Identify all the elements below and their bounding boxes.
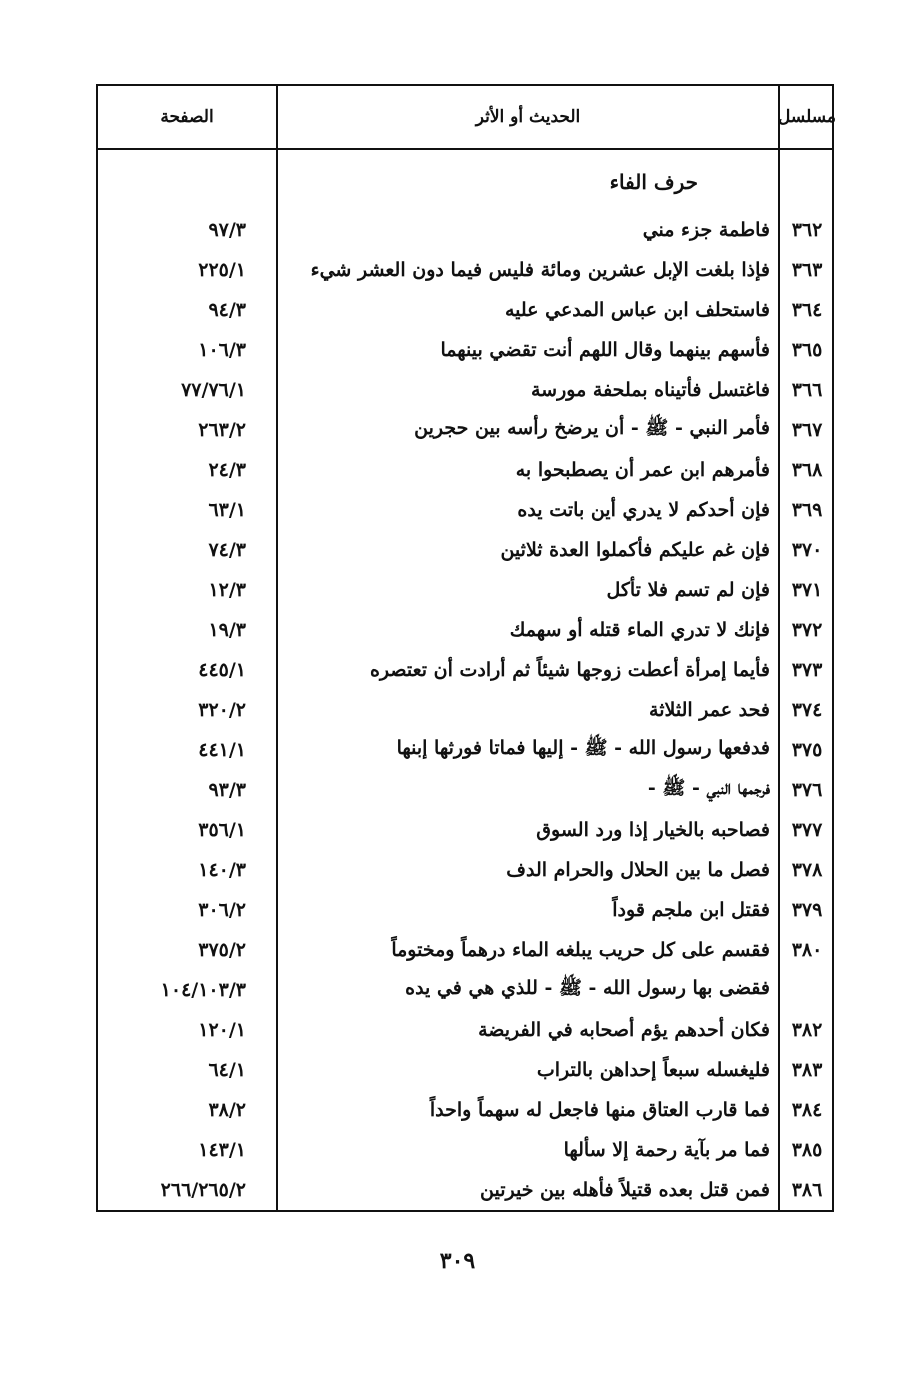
row-text: فقضى بها رسول الله - ﷺ - للذي هي في يده [405,977,770,999]
row-serial: ٣٦٢ [791,219,823,241]
row-serial: ٣٦٩ [791,499,823,521]
table-row [98,890,832,930]
table-row [98,850,832,890]
table-row [98,330,832,370]
row-page: ٣٠٦/٢ [198,899,246,921]
row-serial: ٣٧١ [791,579,823,601]
row-page: ٣٧٥/٢ [198,939,246,961]
row-text: فإنك لا تدري الماء قتله أو سهمك [509,619,770,641]
table-row [98,250,832,290]
table-row [98,1130,832,1170]
row-serial: ٣٨٥ [791,1139,823,1161]
row-page: ٦٣/١ [208,499,246,521]
row-page: ١٩/٣ [208,619,246,641]
row-page: ٢٢٥/١ [198,259,246,281]
row-text: فما قارب العتاق منها فاجعل له سهماً واحداً [429,1099,770,1121]
header-serial: مسلسل [778,107,836,127]
table-row [98,490,832,530]
row-serial: ٣٧٤ [791,699,823,721]
table-row [98,450,832,490]
row-text: فأيما إمرأة أعطت زوجها شيئاً ثم أرادت أن تعتصره [369,659,770,681]
row-page: ٧٤/٣ [208,539,246,561]
row-serial: ٣٨٤ [791,1099,823,1121]
table-row [98,370,832,410]
row-serial: ٣٨٢ [791,1019,823,1041]
row-page: ٩٤/٣ [208,299,246,321]
row-page: ١٤٠/٣ [198,859,246,881]
table-row [98,1170,832,1210]
table-row [98,210,832,250]
table-row [98,530,832,570]
header-divider [98,148,832,150]
row-serial: ٣٧٠ [791,539,823,561]
row-serial: ٣٧٥ [791,739,823,761]
row-text: فاستحلف ابن عباس المدعي عليه [504,299,770,321]
row-text: فأسهم بينهما وقال اللهم أنت تقضي بينهما [440,339,770,361]
row-text: فمن قتل بعده قتيلاً فأهله بين خيرتين [480,1179,770,1201]
table-row [98,930,832,970]
row-text: فصاحبه بالخيار إذا ورد السوق [536,819,770,841]
row-page: ٣٥٦/١ [198,819,246,841]
table-row [98,650,832,690]
row-text: فليغسله سبعاً إحداهن بالتراب [536,1059,770,1081]
row-text: فإن لم تسم فلا تأكل [606,579,770,601]
row-text: فرجمها النبي - ﷺ - [647,777,770,799]
row-page: ١٠٤/١٠٣/٣ [160,979,246,1001]
table-row [98,970,832,1010]
row-serial: ٣٨٠ [791,939,823,961]
row-page: ٦٤/١ [208,1059,246,1081]
row-page: ٢٤/٣ [208,459,246,481]
table-row [98,730,832,770]
row-text: فقتل ابن ملجم قوداً [612,899,770,921]
row-text: فصل ما بين الحلال والحرام الدف [506,859,770,881]
table-row [98,1050,832,1090]
row-page: ٤٤٥/١ [198,659,246,681]
row-text: فقسم على كل حريب يبلغه الماء درهماً ومختوماً [391,939,770,961]
header-page: الصفحة [160,107,214,127]
row-text: فإن غم عليكم فأكملوا العدة ثلاثين [500,539,770,561]
table-body [98,210,832,1210]
table-row [98,410,832,450]
table-row [98,1010,832,1050]
row-serial: ٣٦٧ [791,419,823,441]
row-serial: ٣٦٥ [791,339,823,361]
table-row [98,290,832,330]
table-row [98,690,832,730]
row-page: ١٠٦/٣ [198,339,246,361]
table-row [98,810,832,850]
page-number: ٣٠٩ [439,1248,476,1274]
row-page: ٢٦٦/٢٦٥/٢ [160,1179,246,1201]
row-text: فكان أحدهم يؤم أصحابه في الفريضة [478,1019,770,1041]
row-serial: ٣٧٧ [791,819,823,841]
row-page: ٣٨/٢ [208,1099,246,1121]
table-row [98,1090,832,1130]
row-page: ١٢/٣ [208,579,246,601]
row-page: ٩٧/٣ [208,219,246,241]
row-page: ٧٧/٧٦/١ [181,379,246,401]
row-serial: ٣٦٦ [791,379,823,401]
section-title: حرف الفاء [609,170,698,194]
row-serial: ٣٧٨ [791,859,823,881]
row-serial: ٣٦٨ [791,459,823,481]
row-page: ١٤٣/١ [198,1139,246,1161]
header-hadith: الحديث أو الأثر [475,107,581,127]
row-serial: ٣٧٢ [791,619,823,641]
row-serial [780,970,834,1010]
row-text: فدفعها رسول الله - ﷺ - إليها فماتا فورثها إبنها [396,737,770,759]
row-text: فأمرهم ابن عمر أن يصطبحوا به [515,459,770,481]
row-page: ٢٦٣/٢ [198,419,246,441]
row-page: ٤٤١/١ [198,739,246,761]
row-serial: ٣٨٦ [791,1179,823,1201]
row-serial: ٣٦٣ [791,259,823,281]
row-serial: ٣٧٣ [791,659,823,681]
row-page: ١٢٠/١ [198,1019,246,1041]
row-page: ٩٣/٣ [208,779,246,801]
row-text: فإن أحدكم لا يدري أين باتت يده [517,499,770,521]
row-text: فاطمة جزء مني [642,219,770,241]
index-table [96,84,834,1212]
row-text: فأمر النبي - ﷺ - أن يرضخ رأسه بين حجرين [414,417,770,439]
row-text: فما مر بآية رحمة إلا سألها [563,1139,770,1161]
row-serial: ٣٧٩ [791,899,823,921]
row-serial: ٣٦٤ [791,299,823,321]
row-serial: ٣٨٣ [791,1059,823,1081]
row-text: فحد عمر الثلاثة [649,699,770,721]
row-page: ٣٢٠/٢ [198,699,246,721]
row-text: فإذا بلغت الإبل عشرين ومائة فليس فيما دون العشر شيء [310,259,770,281]
table-row [98,770,832,810]
table-row [98,570,832,610]
row-serial: ٣٧٦ [791,779,823,801]
table-row [98,610,832,650]
row-text: فاغتسل فأتيناه بملحفة مورسة [531,379,770,401]
